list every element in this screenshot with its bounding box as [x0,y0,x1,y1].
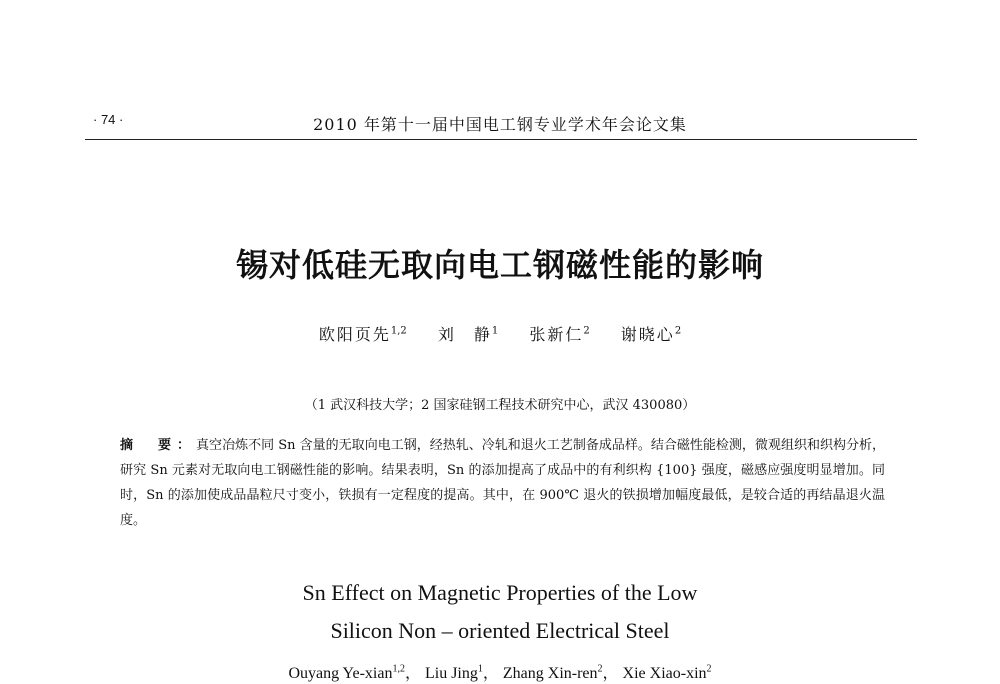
author-separator: ， [482,665,499,682]
author-zh [621,325,681,344]
affiliation: （1 武汉科技大学；2 国家硅钢工程技术研究中心，武汉 430080） [304,398,696,413]
paper-title-english [0,574,1000,650]
author-name: 刘 静 [437,325,492,344]
author-name: 张新仁 [529,325,584,344]
author-affiliation-mark: 2 [597,663,603,675]
paper-title-chinese: 锡对低硅无取向电工钢磁性能的影响 [235,246,764,284]
author-en [425,665,499,682]
author-en [623,665,712,682]
author-zh [319,325,407,344]
author-affiliation-mark: 1 [491,325,499,337]
title-en-line-2: Silicon Non – oriented Electrical Steel [330,618,670,643]
author-en [503,665,619,682]
author-name: Zhang Xin-ren [502,665,598,682]
author-affiliation-mark: 1,2 [390,325,407,337]
running-header [85,112,915,140]
author-affiliation-mark: 2 [706,663,712,675]
abstract-label: 摘 要： [120,438,197,453]
author-name: Liu Jing [424,665,478,682]
author-affiliation-mark: 1,2 [392,663,405,675]
journal-title: 2010 年第十一届中国电工钢专业学术年会论文集 [313,115,687,134]
author-separator: ， [404,665,421,682]
page-number: · 74 · [93,112,124,127]
author-affiliation-mark: 2 [583,325,590,337]
abstract-text: 真空冶炼不同 Sn 含量的无取向电工钢，经热轧、冷轧和退火工艺制备成品样。结合磁性能检测，微观组织和织构分析，研究 Sn 元素对无取向电工钢磁性能的影响。结果表明，Sn 的添加提高了成品中的有利织构 {100} 强度，磁感应强度明显增加。同时，Sn 的添加使成品晶粒尺寸变小，铁损有一定程度的提高。其中，在 900℃ 退火的铁损增加幅度最低，是较合适的再结晶退火温度。 [120,438,885,528]
author-separator: ， [602,665,619,682]
author-affiliation-mark: 1 [477,663,483,675]
author-name: Ouyang Ye-xian [288,665,393,682]
author-name: 谢晓心 [620,325,675,344]
author-en [288,665,421,682]
authors-chinese [0,322,1000,345]
author-zh [438,325,498,344]
author-zh [529,325,589,344]
author-name: Xie Xiao-xin [622,665,707,682]
header-rule [85,139,917,140]
authors-english [0,660,1000,683]
abstract [120,433,885,533]
author-name: 欧阳页先 [318,325,391,344]
title-en-line-1: Sn Effect on Magnetic Properties of the Low [302,580,698,605]
author-affiliation-mark: 2 [674,325,682,337]
